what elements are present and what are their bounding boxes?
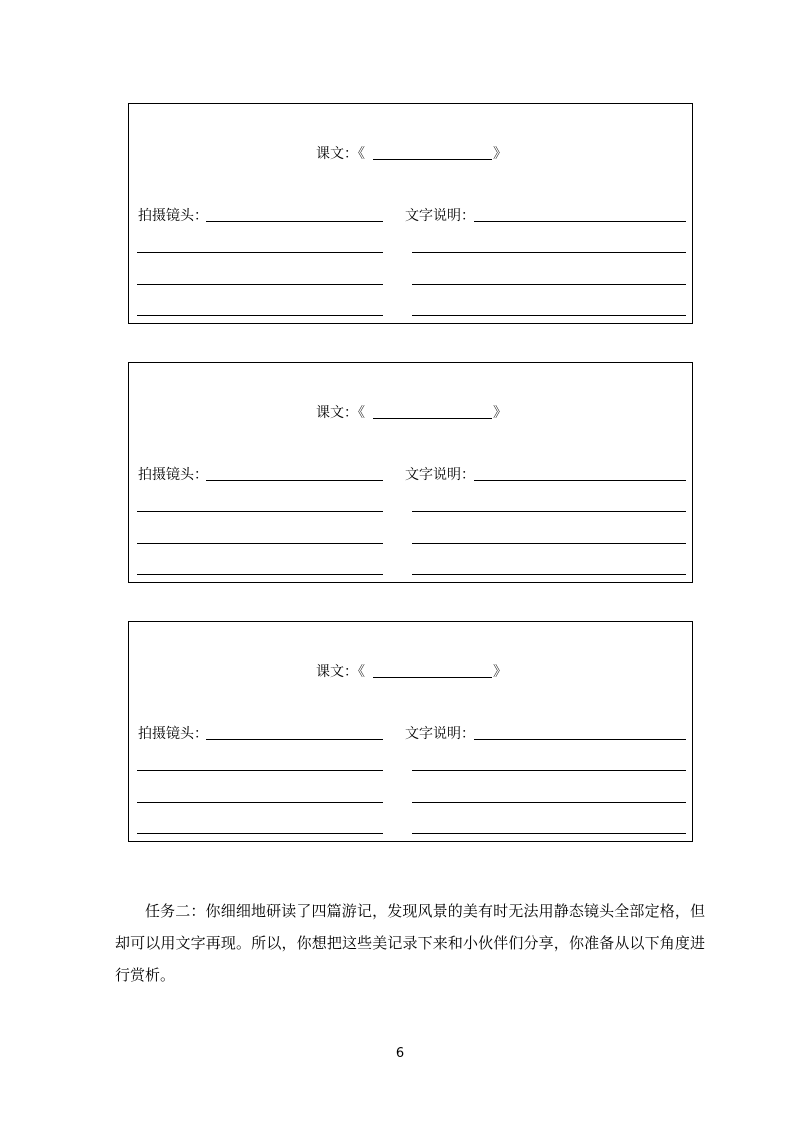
description-blank-line[interactable] <box>474 221 686 222</box>
shot-blank-line[interactable] <box>137 315 383 316</box>
card-title-close: 》 <box>493 146 507 162</box>
description-blank-line[interactable] <box>474 480 686 481</box>
shot-blank-line[interactable] <box>137 802 383 803</box>
shot-blank-line[interactable] <box>206 221 383 222</box>
shot-label: 拍摄镜头： <box>138 208 208 224</box>
description-label: 文字说明： <box>405 208 475 224</box>
worksheet-card-1 <box>128 103 693 324</box>
shot-blank-line[interactable] <box>137 543 383 544</box>
shot-label: 拍摄镜头： <box>138 467 208 483</box>
description-blank-line[interactable] <box>412 315 686 316</box>
shot-blank-line[interactable] <box>137 252 383 253</box>
description-blank-line[interactable] <box>474 739 686 740</box>
shot-blank-line[interactable] <box>137 574 383 575</box>
card-title-blank[interactable] <box>373 677 492 678</box>
worksheet-card-3 <box>128 621 693 842</box>
shot-label: 拍摄镜头： <box>138 726 208 742</box>
description-blank-line[interactable] <box>412 511 686 512</box>
shot-blank-line[interactable] <box>206 480 383 481</box>
description-blank-line[interactable] <box>412 770 686 771</box>
description-blank-line[interactable] <box>412 802 686 803</box>
description-blank-line[interactable] <box>412 574 686 575</box>
shot-blank-line[interactable] <box>137 284 383 285</box>
task-two-paragraph: 任务二：你细细地研读了四篇游记，发现风景的美有时无法用静态镜头全部定格，但却可以用文字再现。所以，你想把这些美记录下来和小伙伴们分享，你准备从以下角度进行赏析。 <box>115 902 705 984</box>
description-label: 文字说明： <box>405 467 475 483</box>
shot-blank-line[interactable] <box>137 770 383 771</box>
card-title-blank[interactable] <box>373 159 492 160</box>
description-label: 文字说明： <box>405 726 475 742</box>
page-number: 6 <box>395 1046 405 1061</box>
description-blank-line[interactable] <box>412 252 686 253</box>
description-blank-line[interactable] <box>412 543 686 544</box>
shot-blank-line[interactable] <box>137 511 383 512</box>
description-blank-line[interactable] <box>412 833 686 834</box>
card-title-label: 课文：《 <box>316 664 365 680</box>
shot-blank-line[interactable] <box>206 739 383 740</box>
worksheet-card-2 <box>128 362 693 583</box>
card-title-label: 课文：《 <box>316 405 365 421</box>
shot-blank-line[interactable] <box>137 833 383 834</box>
card-title-blank[interactable] <box>373 418 492 419</box>
card-title-close: 》 <box>493 664 507 680</box>
card-title-label: 课文：《 <box>316 146 365 162</box>
description-blank-line[interactable] <box>412 284 686 285</box>
card-title-close: 》 <box>493 405 507 421</box>
